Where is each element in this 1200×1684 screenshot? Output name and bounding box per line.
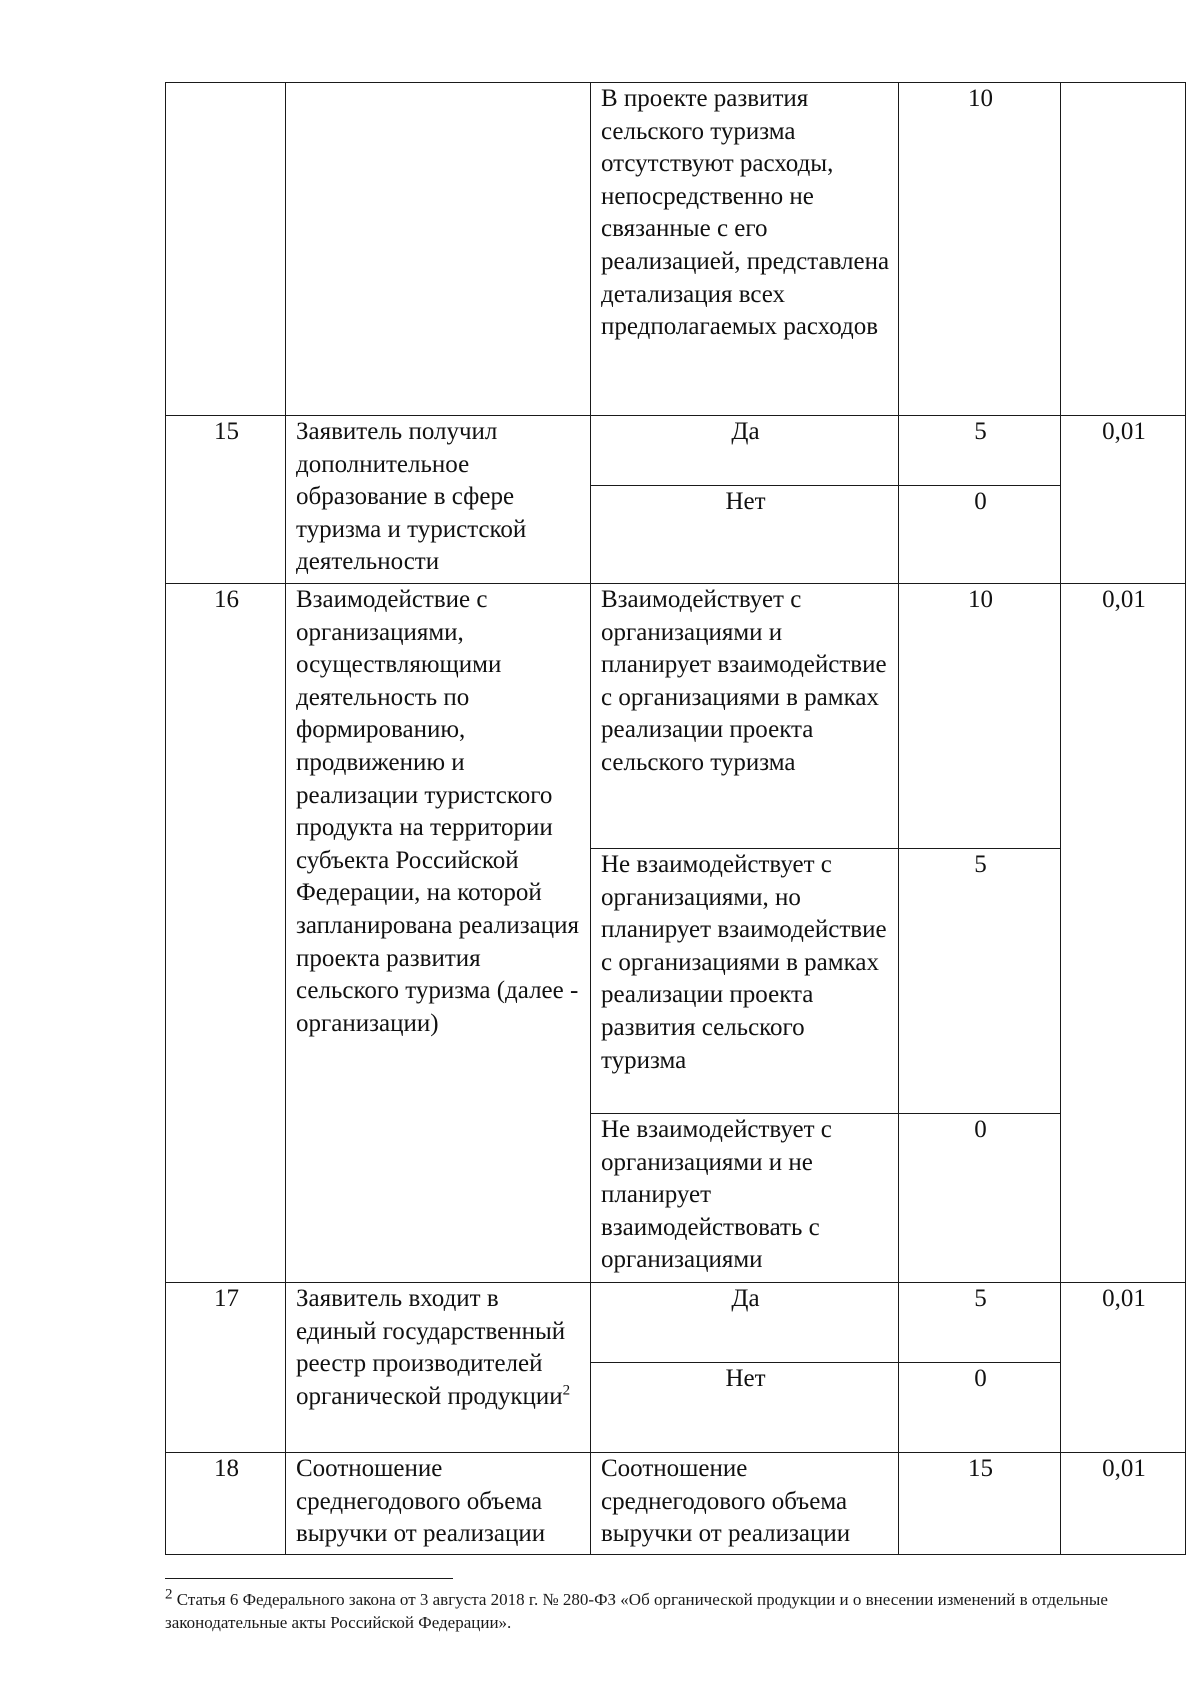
weight-cell: [1061, 83, 1186, 416]
score-cell: 5: [899, 416, 1061, 486]
criteria-table: [165, 82, 1186, 1555]
footnote: [165, 1588, 1185, 1634]
option-cell: Да: [591, 1283, 899, 1363]
score-cell: 10: [899, 584, 1061, 849]
score-cell: 0: [899, 1114, 1061, 1283]
criterion-text: Заявитель входит в единый государственный реестр производителей органической продукции: [296, 1285, 566, 1410]
criterion-cell: Заявитель получил дополнительное образование в сфере туризма и туристской деятельности: [286, 416, 591, 584]
weight-cell: 0,01: [1061, 584, 1186, 1283]
option-cell: Не взаимодействует с организациями и не планирует взаимодействовать с организациями: [591, 1114, 899, 1283]
criterion-cell: [286, 83, 591, 416]
score-cell: 0: [899, 486, 1061, 584]
option-cell: Соотношение среднегодового объема выручки от реализации: [591, 1453, 899, 1555]
weight-cell: 0,01: [1061, 416, 1186, 584]
score-cell: 5: [899, 1283, 1061, 1363]
option-cell: Не взаимодействует с организациями, но планирует взаимодействие с организациями в рамках реализации проекта развития сельского туризма: [591, 849, 899, 1114]
weight-cell: 0,01: [1061, 1283, 1186, 1453]
footnote-mark: 2: [165, 1586, 173, 1603]
footnote-reference: 2: [562, 1382, 571, 1399]
table-row: [166, 584, 1186, 849]
option-cell: Нет: [591, 1363, 899, 1453]
footnote-text: Статья 6 Федерального закона от 3 августа 2018 г. № 280-ФЗ «Об органической продукции и о внесении изменений в отдельные законодательные акты Российской Федерации».: [165, 1590, 1108, 1632]
table-row: [166, 83, 1186, 416]
table-row: [166, 1283, 1186, 1363]
row-number-cell: 17: [166, 1283, 286, 1453]
criterion-cell: Соотношение среднегодового объема выручки от реализации: [286, 1453, 591, 1555]
criterion-cell: Взаимодействие с организациями, осуществляющими деятельность по формированию, продвижению и реализации туристского продукта на территории субъекта Российской Федерации, на которой запланирована реализация проекта развития сельского туризма (далее - организации): [286, 584, 591, 1283]
score-cell: 5: [899, 849, 1061, 1114]
option-cell: Взаимодействует с организациями и планирует взаимодействие с организациями в рамках реализации проекта сельского туризма: [591, 584, 899, 849]
table-row: [166, 416, 1186, 486]
score-cell: 10: [899, 83, 1061, 416]
option-cell: Да: [591, 416, 899, 486]
score-cell: 15: [899, 1453, 1061, 1555]
weight-cell: 0,01: [1061, 1453, 1186, 1555]
score-cell: 0: [899, 1363, 1061, 1453]
table-row: [166, 1453, 1186, 1555]
criterion-cell: [286, 1283, 591, 1453]
option-cell: Нет: [591, 486, 899, 584]
row-number-cell: 15: [166, 416, 286, 584]
row-number-cell: 18: [166, 1453, 286, 1555]
option-cell: В проекте развития сельского туризма отсутствуют расходы, непосредственно не связанные с его реализацией, представлена детализация всех предполагаемых расходов: [591, 83, 899, 416]
footnote-divider: [165, 1578, 453, 1579]
row-number-cell: 16: [166, 584, 286, 1283]
row-number-cell: [166, 83, 286, 416]
